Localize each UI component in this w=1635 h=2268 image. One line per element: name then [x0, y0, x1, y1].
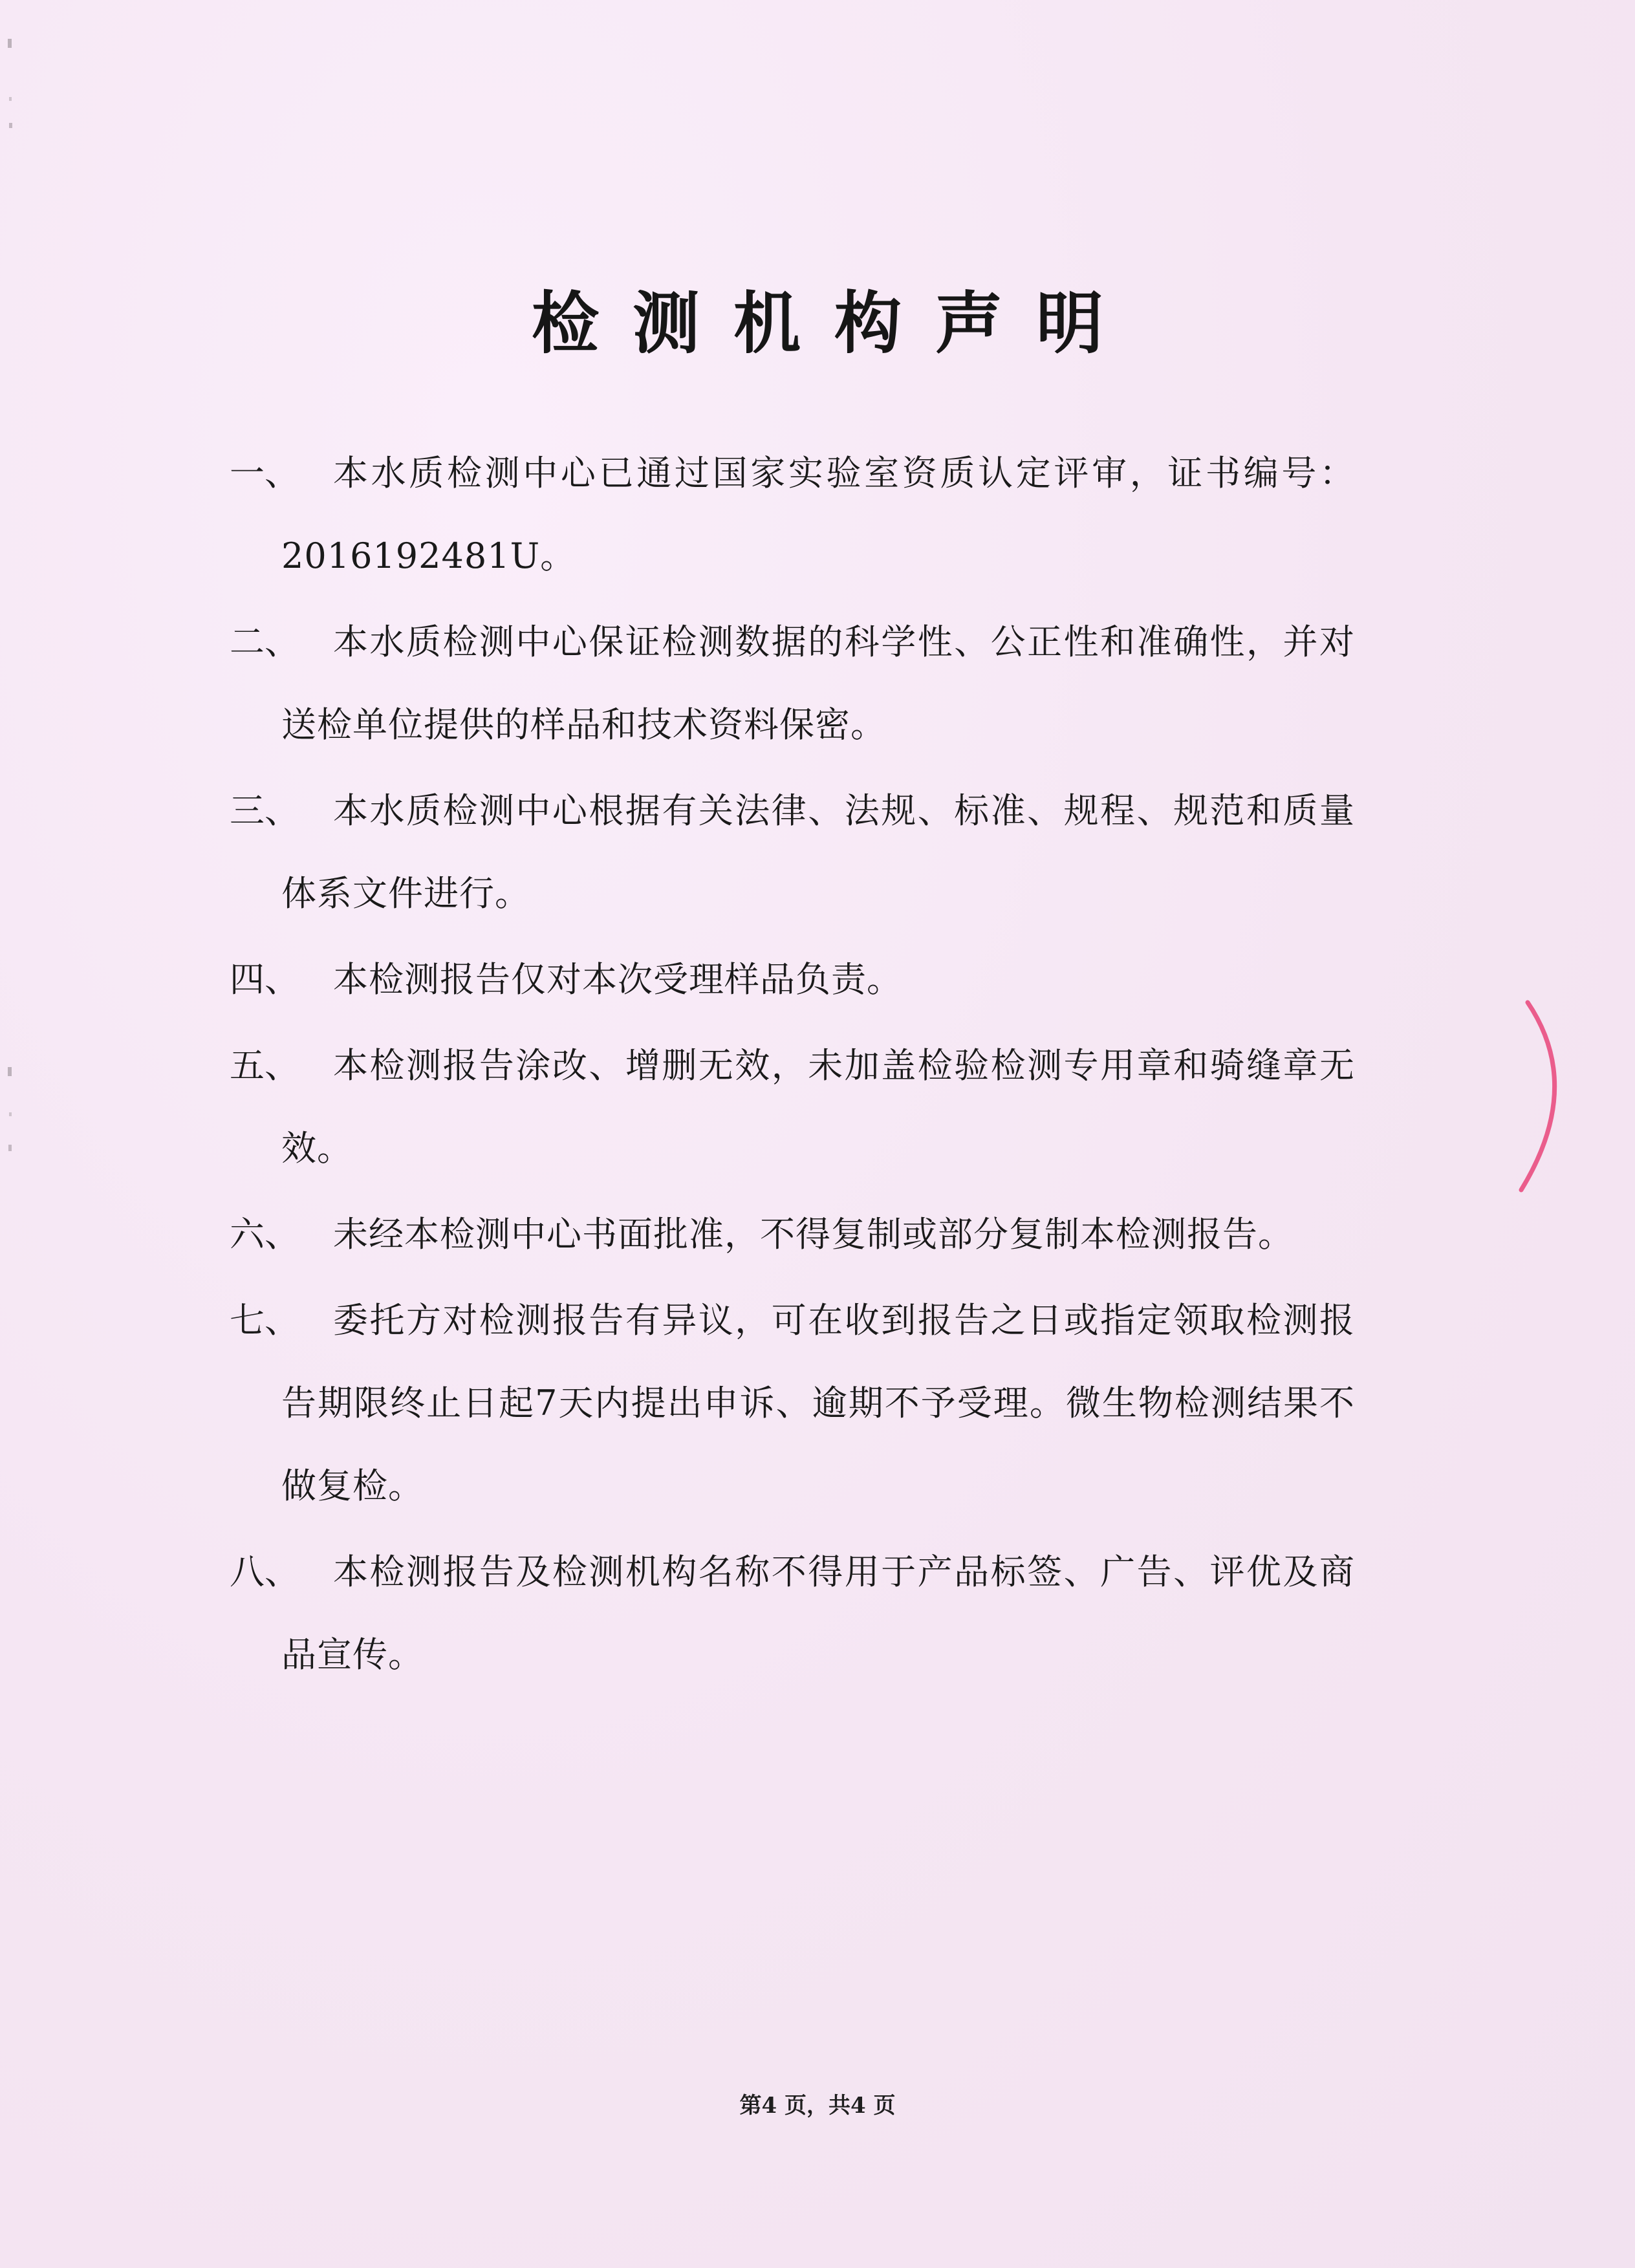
item-text: 本水质检测中心根据有关法律、法规、标准、规程、规范和质量体系文件进行。: [281, 790, 1355, 914]
item-text: 本检测报告及检测机构名称不得用于产品标签、广告、评优及商品宣传。: [281, 1551, 1355, 1675]
item-number: 五、: [230, 1045, 299, 1086]
item-text: 委托方对检测报告有异议，可在收到报告之日或指定领取检测报告期限终止日起7天内提出申诉、逾期不予受理。微生物检测结果不做复检。: [281, 1300, 1355, 1506]
punch-marks: [4, 26, 23, 1190]
item-number: 四、: [230, 959, 299, 1000]
item-number: 三、: [230, 790, 299, 831]
item-number: 六、: [230, 1214, 299, 1255]
statement-item-1: [230, 432, 1355, 598]
statement-item-5: [230, 1024, 1355, 1190]
item-number: 一、: [230, 453, 299, 493]
item-number: 二、: [230, 621, 299, 662]
page-title: 检测机构声明: [531, 283, 1137, 363]
item-number: 八、: [230, 1551, 299, 1592]
statement-item-4: [230, 938, 1355, 1021]
statement-item-7: [230, 1279, 1355, 1528]
item-text: 本检测报告仅对本次受理样品负责。: [333, 959, 902, 1000]
item-text: 本水质检测中心保证检测数据的科学性、公正性和准确性，并对送检单位提供的样品和技术资料保密。: [281, 621, 1355, 745]
item-text: 未经本检测中心书面批准，不得复制或部分复制本检测报告。: [333, 1214, 1294, 1255]
seal-edge-mark: [1488, 989, 1578, 1203]
statement-item-8: [230, 1531, 1355, 1696]
page-number: 第4 页，共4 页: [739, 2093, 896, 2119]
item-number: 七、: [230, 1300, 299, 1341]
item-text: 本检测报告涂改、增删无效，未加盖检验检测专用章和骑缝章无效。: [281, 1045, 1355, 1169]
statement-item-2: [230, 601, 1355, 766]
statement-item-6: [230, 1193, 1355, 1276]
statement-list: [230, 432, 1355, 1700]
item-text: 本水质检测中心已通过国家实验室资质认定评审，证书编号：2016192481U。: [281, 453, 1355, 576]
statement-item-3: [230, 770, 1355, 935]
